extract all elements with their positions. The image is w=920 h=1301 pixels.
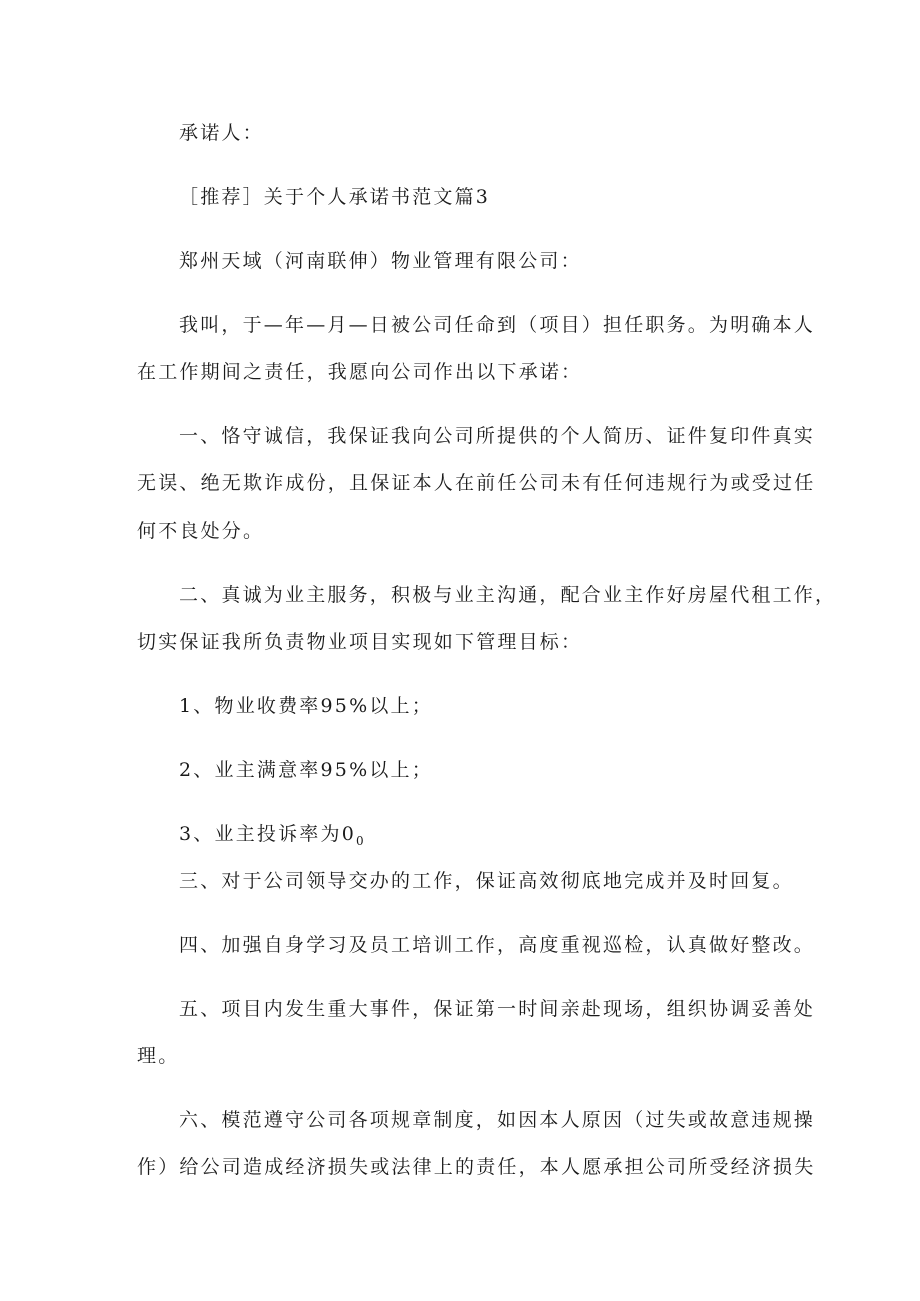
section-heading: ［推荐］关于个人承诺书范文篇3 (179, 186, 491, 208)
target-2: 2、业主满意率95%以上； (179, 759, 433, 781)
item1-line-1: 一、恪守诚信，我保证我向公司所提供的个人简历、证件复印件真实 (179, 425, 816, 447)
item2-line-1: 二、真诚为业主服务，积极与业主沟通，配合业主作好房屋代租工作， (179, 584, 837, 606)
target-3-subscript: 0 (355, 834, 364, 848)
target-1: 1、物业收费率95%以上； (179, 695, 433, 717)
item3: 三、对于公司领导交办的工作，保证高效彻底地完成并及时回复。 (179, 870, 794, 892)
item5-line-2: 理。 (137, 1045, 180, 1067)
item2-line-2: 切实保证我所负责物业项目实现如下管理目标： (137, 631, 583, 653)
item1-line-3: 何不良处分。 (137, 520, 265, 542)
intro-line-1: 我叫，于—年—月—日被公司任命到（项目）担任职务。为明确本人 (179, 314, 816, 336)
item5-line-1: 五、项目内发生重大事件，保证第一时间亲赴现场，组织协调妥善处 (179, 998, 816, 1020)
target-3-text: 3、业主投诉率为0 (179, 823, 356, 845)
intro-line-2: 在工作期间之责任，我愿向公司作出以下承诺： (137, 361, 583, 383)
item6-line-2: 作）给公司造成经济损失或法律上的责任，本人愿承担公司所受经济损失 (137, 1156, 816, 1178)
target-3 (179, 822, 364, 853)
addressee: 郑州天域（河南联伸）物业管理有限公司： (179, 250, 582, 272)
item4: 四、加强自身学习及员工培训工作，高度重视巡检，认真做好整改。 (179, 934, 816, 956)
item1-line-2: 无误、绝无欺诈成份，且保证本人在前任公司未有任何违规行为或受过任 (137, 472, 816, 494)
item6-line-1: 六、模范遵守公司各项规章制度，如因本人原因（过失或故意违规操 (179, 1109, 816, 1131)
signatory-label: 承诺人： (179, 122, 264, 144)
